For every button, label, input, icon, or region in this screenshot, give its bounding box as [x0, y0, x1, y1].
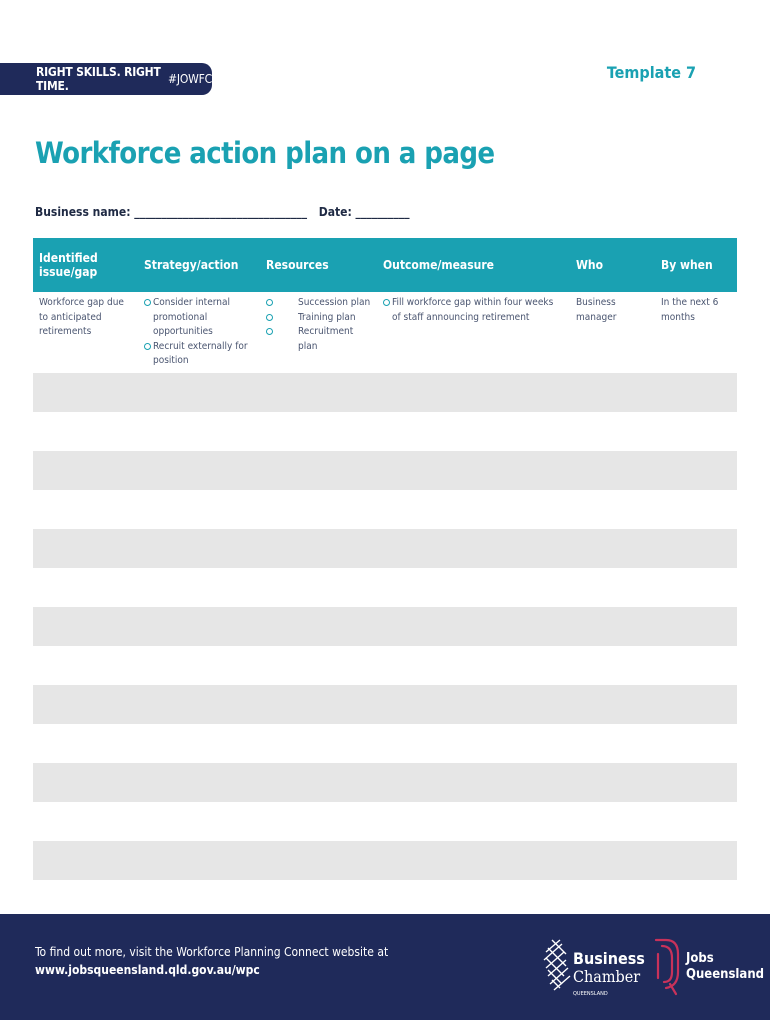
table-row: [33, 451, 737, 490]
svg-text:Business: Business: [573, 949, 645, 968]
resources-cell: [260, 292, 377, 373]
footer-text: To find out more, visit the Workforce Planning Connect website at: [35, 945, 389, 959]
table-row: [33, 880, 737, 919]
business-chamber-logo: [540, 932, 645, 1002]
list-item: Recruit externally for position: [144, 340, 254, 369]
bullet-circle-icon: [266, 328, 273, 335]
outcome-cell: [377, 292, 570, 373]
bullet-circle-icon: [266, 299, 273, 306]
header-outcome: Outcome/measure: [383, 258, 494, 272]
table-row: [33, 685, 737, 724]
header-by-when: By when: [661, 258, 713, 272]
header-issue: Identified issue/gap: [39, 251, 98, 279]
table-row: [33, 568, 737, 607]
header-resources: Resources: [266, 258, 329, 272]
footer-link[interactable]: www.jobsqueensland.qld.gov.au/wpc: [35, 963, 260, 977]
list-item: Training plan: [266, 311, 371, 326]
svg-text:Queensland: Queensland: [686, 967, 765, 982]
strategy-cell: [138, 292, 260, 373]
who-cell: Business manager: [576, 297, 617, 323]
header-who: Who: [576, 258, 604, 272]
svg-text:Jobs: Jobs: [686, 951, 714, 966]
svg-text:QUEENSLAND: QUEENSLAND: [573, 991, 608, 997]
slogan-text: RIGHT SKILLS. RIGHT TIME.: [36, 65, 161, 93]
footer: [0, 914, 770, 1020]
list-item: Recruitment plan: [266, 325, 371, 354]
table-row: [33, 412, 737, 451]
bullet-circle-icon: [266, 314, 273, 321]
table-row: [33, 841, 737, 880]
table-row: [33, 607, 737, 646]
jobs-queensland-logo: [652, 932, 765, 1002]
list-item: Succession plan: [266, 296, 371, 311]
table-row: [33, 646, 737, 685]
date-field: Date: __________: [318, 205, 410, 219]
table-row: [33, 292, 737, 373]
table-row: [33, 373, 737, 412]
hashtag-text: #JOWFC: [168, 72, 212, 86]
list-item: Consider internal promotional opportunities: [144, 296, 254, 340]
table-header-row: [33, 238, 737, 292]
slogan-banner: [0, 63, 212, 95]
bullet-circle-icon: [144, 299, 151, 306]
table-row: [33, 802, 737, 841]
table-row: [33, 763, 737, 802]
table-row: [33, 724, 737, 763]
bullet-circle-icon: [144, 343, 151, 350]
list-item: Fill workforce gap within four weeks of staff announcing retirement: [383, 296, 564, 325]
svg-text:Chamber: Chamber: [573, 967, 641, 986]
bullet-circle-icon: [383, 299, 390, 306]
by-when-cell: In the next 6 months: [661, 297, 719, 323]
form-meta: [35, 205, 418, 219]
table-row: [33, 529, 737, 568]
page-title: Workforce action plan on a page: [35, 136, 495, 170]
business-name-field: Business name: ________________________________: [35, 205, 307, 219]
template-label: Template 7: [606, 63, 696, 82]
header-strategy: Strategy/action: [144, 258, 239, 272]
table-row: [33, 490, 737, 529]
issue-cell: Workforce gap due to anticipated retirements: [39, 297, 124, 337]
action-plan-table: [33, 238, 737, 919]
